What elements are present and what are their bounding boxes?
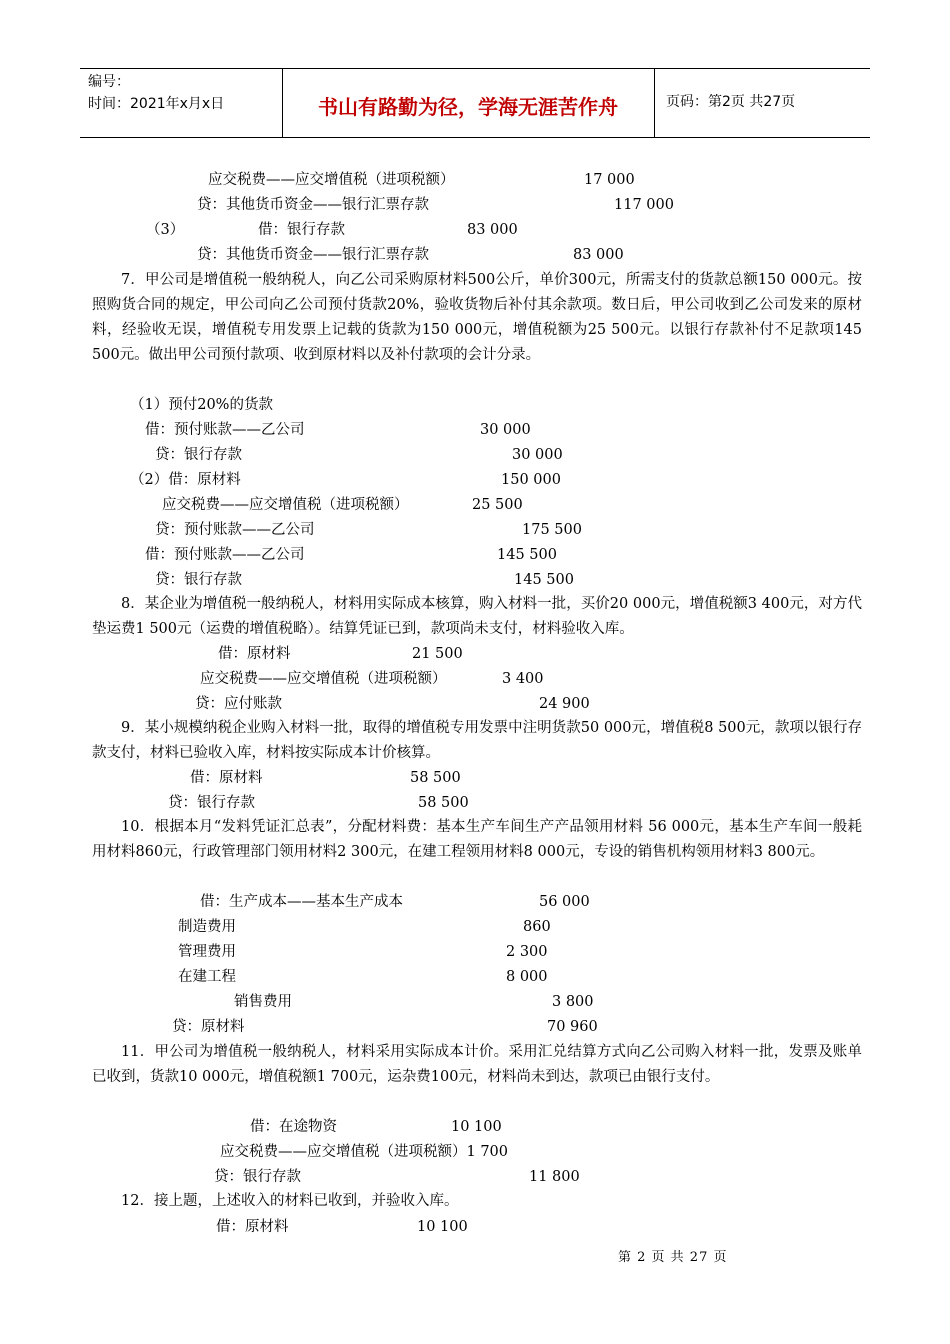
entry-line: 借：在途物资 (250, 1119, 337, 1135)
entry-amount: 145 500 (514, 572, 574, 588)
entry-line: 贷：其他货币资金——银行汇票存款 (197, 197, 429, 213)
entry-line: 应交税费——应交增值税（进项税额） (200, 671, 447, 687)
entry-line: 应交税费——应交增值税（进项税额） (208, 172, 455, 188)
header-page-info: 页码：第2页 共27页 (666, 94, 796, 110)
entry-line: 贷：应付账款 (195, 696, 282, 712)
entry-amount: 30 000 (512, 447, 563, 463)
entry-amount: 58 500 (410, 770, 461, 786)
entry-amount: 56 000 (539, 894, 590, 910)
entry-line: 借：预付账款——乙公司 (145, 547, 305, 563)
header-motto: 书山有路勤为径，学海无涯苦作舟 (318, 95, 618, 119)
entry-amount: 175 500 (522, 522, 582, 538)
entry-amount: 30 000 (480, 422, 531, 438)
entry-line: 管理费用 (178, 944, 236, 960)
entry-amount: 83 000 (573, 247, 624, 263)
entry-line: 贷：银行存款 (155, 572, 242, 588)
entry-line: 借：原材料 (216, 1219, 289, 1235)
problem-9: 9．某小规模纳税企业购入材料一批，取得的增值税专用发票中注明货款50 000元，增值税8 500元，款项以银行存款支付，材料已验收入库，材料按实际成本计价核算。 (92, 720, 862, 761)
entry-line: 贷：银行存款 (155, 447, 242, 463)
entry-line: 贷：银行存款 (214, 1169, 301, 1185)
header-divider (654, 69, 655, 137)
page-header (80, 68, 870, 138)
entry-line: 应交税费——应交增值税（进项税额） (162, 497, 409, 513)
entry-line: 借：预付账款——乙公司 (145, 422, 305, 438)
entry-amount: 150 000 (501, 472, 561, 488)
entry-amount: 25 500 (472, 497, 523, 513)
entry-amount: 24 900 (539, 696, 590, 712)
entry-line: （1）预付20%的货款 (130, 397, 273, 413)
entry-amount: 145 500 (497, 547, 557, 563)
problem-7: 7．甲公司是增值税一般纳税人，向乙公司采购原材料500公斤，单价300元，所需支付的货款总额150 000元。按照购货合同的规定，甲公司向乙公司预付货款20%，验收货物后补付其余款项。数日后，甲公司收到乙公司发来的原材料，经验收无误，增值税专用发票上记载的货款为150 000元，增值税额为25 500元。以银行存款补付不足款项145 500元。做出甲公司预付款项、收到原材料以及补付款项的会计分录。 (92, 272, 862, 363)
entry-line: 贷：其他货币资金——银行汇票存款 (197, 247, 429, 263)
entry-amount: 117 000 (614, 197, 674, 213)
entry-line: 借：银行存款 (258, 222, 345, 238)
entry-line: 贷：银行存款 (168, 795, 255, 811)
document-number-label: 编号： (88, 74, 130, 90)
problem-8: 8．某企业为增值税一般纳税人，材料用实际成本核算，购入材料一批，买价20 000元，增值税额3 400元，对方代垫运费1 500元（运费的增值税略）。结算凭证已到，款项尚未支付，材料验收入库。 (92, 596, 862, 637)
entry-line: 在建工程 (178, 969, 236, 985)
entry-number: （3） (146, 222, 185, 238)
entry-amount: 70 960 (547, 1019, 598, 1035)
entry-line: 应交税费——应交增值税（进项税额）1 700 (220, 1144, 509, 1160)
entry-amount: 3 400 (502, 671, 544, 687)
entry-amount: 83 000 (467, 222, 518, 238)
entry-amount: 17 000 (584, 172, 635, 188)
entry-amount: 10 100 (417, 1219, 468, 1235)
entry-line: 借：原材料 (218, 646, 291, 662)
document-date: 时间：2021年x月x日 (88, 96, 225, 112)
entry-line: 制造费用 (178, 919, 236, 935)
entry-amount: 860 (523, 919, 551, 935)
entry-amount: 58 500 (418, 795, 469, 811)
entry-amount: 21 500 (412, 646, 463, 662)
entry-line: （2）借：原材料 (130, 472, 241, 488)
entry-line: 贷：预付账款——乙公司 (155, 522, 315, 538)
entry-line: 借：生产成本——基本生产成本 (200, 894, 403, 910)
problem-10: 10．根据本月“发料凭证汇总表”，分配材料费：基本生产车间生产产品领用材料 56 000元，基本生产车间一般耗用材料860元，行政管理部门领用材料2 300元，在建工程领用材料8 000元，专设的销售机构领用材料3 800元。 (92, 819, 862, 860)
entry-amount: 3 800 (552, 994, 594, 1010)
entry-amount: 8 000 (506, 969, 548, 985)
header-meta (88, 71, 224, 115)
entry-amount: 10 100 (451, 1119, 502, 1135)
entry-line: 借：原材料 (190, 770, 263, 786)
problem-11: 11．甲公司为增值税一般纳税人，材料采用实际成本计价。采用汇兑结算方式向乙公司购入材料一批，发票及账单已收到，货款10 000元，增值税额1 700元，运杂费100元，材料尚未到达，款项已由银行支付。 (92, 1044, 862, 1085)
entry-line: 销售费用 (234, 994, 292, 1010)
problem-12: 12．接上题，上述收入的材料已收到，并验收入库。 (121, 1193, 459, 1209)
entry-amount: 11 800 (529, 1169, 580, 1185)
page-footer: 第 2 页 共 27 页 (618, 1250, 728, 1265)
entry-amount: 2 300 (506, 944, 548, 960)
entry-line: 贷：原材料 (172, 1019, 245, 1035)
